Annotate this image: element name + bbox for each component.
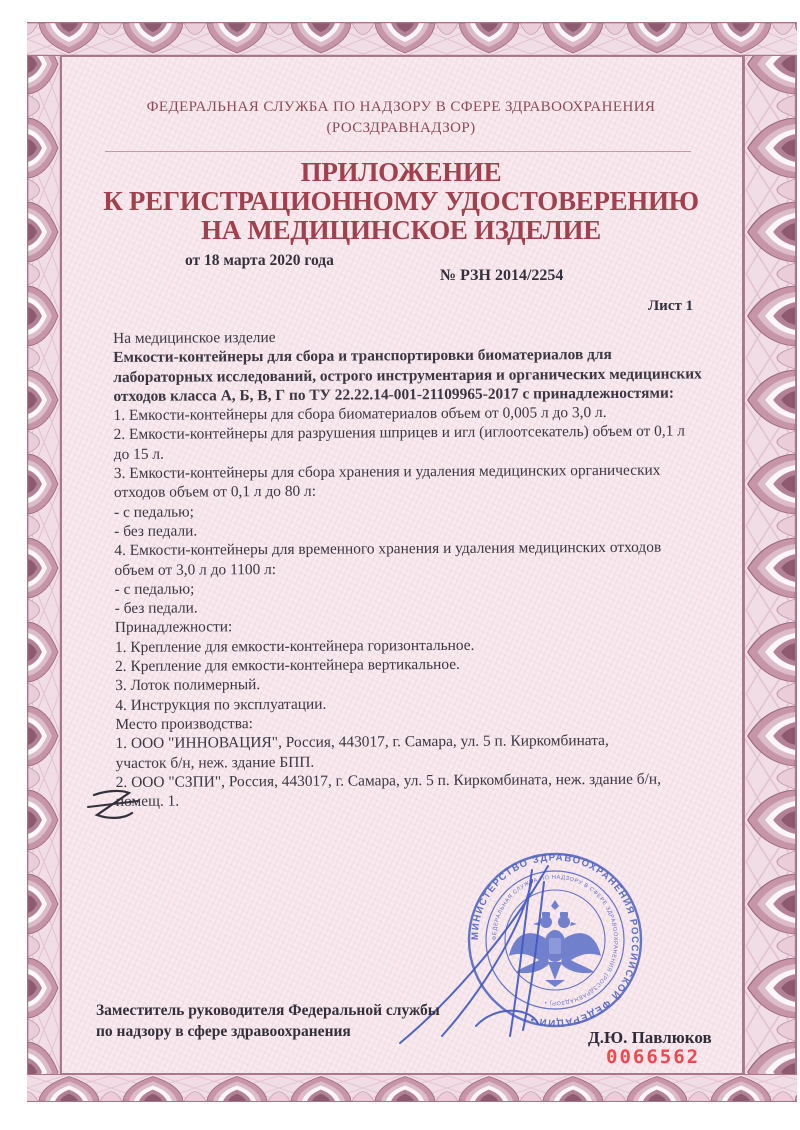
body-line: На медицинское изделие <box>113 329 276 347</box>
body-line: 4. Инструкция по эксплуатации. <box>115 695 327 714</box>
body-line: - с педалью; <box>114 503 194 521</box>
issuing-authority-line2: (РОСЗДРАВНАДЗОР) <box>326 120 476 136</box>
document-title-line3: НА МЕДИЦИНСКОЕ ИЗДЕЛИЕ <box>201 215 601 245</box>
guilloche-border-top <box>27 22 797 56</box>
body-line: 2. Емкости-контейнеры для разрушения шприцев и игл (иглоотсекатель) объем от 0,1 л <box>113 422 685 444</box>
body-line: лабораторных исследований, острого инструментария и органических медицинских <box>113 364 702 386</box>
guilloche-border-right <box>743 22 797 1102</box>
stamp-outer-text: МИНИСТЕРСТВО ЗДРАВООХРАНЕНИЯ РОССИЙСКОЙ ФЕДЕРАЦИИ • <box>469 852 641 1028</box>
body-text <box>113 325 748 811</box>
sheet-number: Лист 1 <box>648 298 694 314</box>
body-line: Место производства: <box>115 715 253 733</box>
body-line: - без педали. <box>114 599 198 618</box>
body-line: 1. Емкости-контейнеры для сбора биоматериалов объем от 0,005 л до 3,0 л. <box>113 404 607 425</box>
body-line: 2. ООО "СЗПИ", Россия, 443017, г. Самара, ул. 5 п. Киркомбината, неж. здание б/н, <box>115 770 661 791</box>
signer-title <box>96 1000 516 1042</box>
signer-title-line2: по надзору в сфере здравоохранения <box>96 1023 351 1040</box>
body-line: 1. Крепление для емкости-контейнера горизонтальное. <box>114 636 475 656</box>
document-title-line1: ПРИЛОЖЕНИЕ <box>300 157 502 187</box>
document-title-line2: К РЕГИСТРАЦИОННОМУ УДОСТОВЕРЕНИЮ <box>103 186 699 216</box>
body-line: 3. Лоток полимерный. <box>115 676 261 695</box>
signer-title-line1: Заместитель руководителя Федеральной службы <box>96 1002 440 1019</box>
issuing-authority-line1: ФЕДЕРАЛЬНАЯ СЛУЖБА ПО НАДЗОРУ В СФЕРЕ ЗДРАВООХРАНЕНИЯ <box>146 99 656 115</box>
document-title <box>61 158 741 245</box>
body-line: 2. Крепление для емкости-контейнера вертикальное. <box>115 655 460 676</box>
body-line: - с педалью; <box>114 580 195 598</box>
body-line: до 15 л. <box>113 445 164 463</box>
body-line: отходов объем от 0,1 л до 80 л: <box>113 483 317 502</box>
stamp-inner-text: ФЕДЕРАЛЬНАЯ СЛУЖБА ПО НАДЗОРУ В СФЕРЕ ЗДРАВООХРАНЕНИЯ (РОСЗДРАВНАДЗОР) • <box>491 874 618 1006</box>
signer-name: Д.Ю. Павлюков <box>588 1028 712 1047</box>
body-line: 1. ООО "ИННОВАЦИЯ", Россия, 443017, г. Самара, ул. 5 п. Киркомбината, <box>115 732 609 753</box>
serial-number: 0066562 <box>606 1046 701 1068</box>
body-line: Принадлежности: <box>114 618 233 637</box>
body-line: отходов класса А, Б, В, Г по ТУ 22.22.14-001-21109965-2017 с принадлежностями: <box>113 384 674 405</box>
body-line: 3. Емкости-контейнеры для сбора хранения и удаления медицинских органических <box>113 461 661 483</box>
guilloche-border-bottom <box>27 1074 797 1102</box>
body-line: объем от 3,0 л до 1100 л: <box>114 560 277 579</box>
body-line: Емкости-контейнеры для сбора и транспортировки биоматериалов для <box>113 346 612 367</box>
body-line: помещ. 1. <box>115 792 180 811</box>
header-divider <box>105 151 691 152</box>
issue-date: от 18 марта 2020 года <box>185 252 334 269</box>
handwritten-mark <box>84 786 148 834</box>
body-line: - без педали. <box>114 522 198 540</box>
body-line: участок б/н, неж. здание БПП. <box>115 753 315 772</box>
certificate-number: № РЗН 2014/2254 <box>440 267 564 284</box>
issuing-authority <box>61 97 741 139</box>
body-line: 4. Емкости-контейнеры для временного хранения и удаления медицинских отходов <box>114 538 662 560</box>
guilloche-border-left <box>27 22 61 1102</box>
